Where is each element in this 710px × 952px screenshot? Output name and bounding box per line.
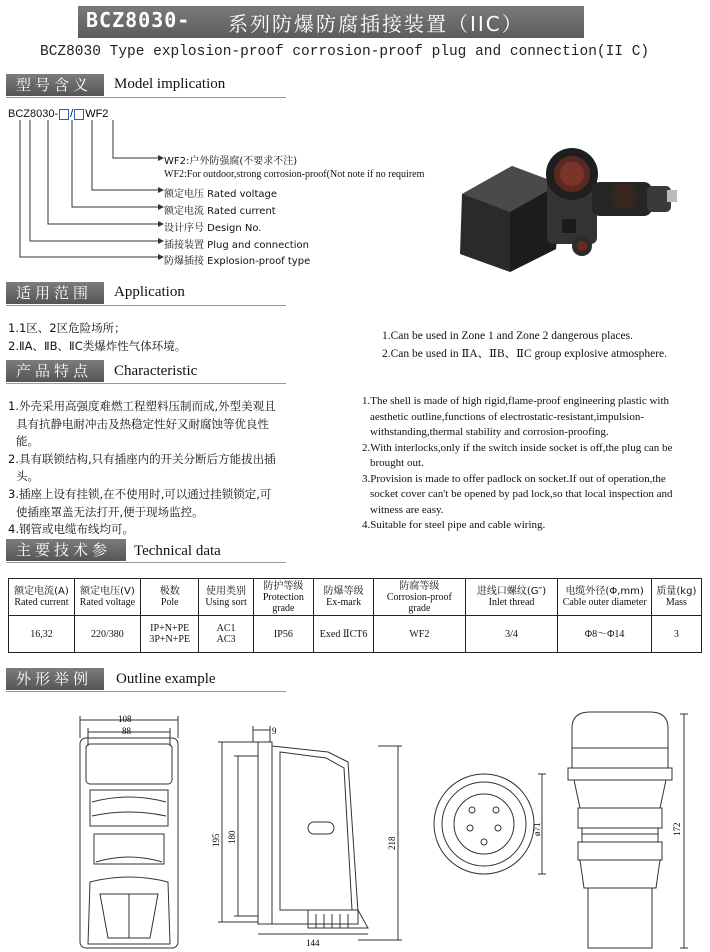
characteristic-en-line: 1.The shell is made of high rigid,flame-proof engineering plastic with	[362, 395, 670, 407]
characteristic-en-line: withstanding,thermal stability and corrosion-proofing.	[370, 426, 609, 438]
section-characteristic-cn: 产品特点	[6, 360, 104, 382]
characteristic-en-line: socket cover can't be opened by pad lock,so that local inspection and	[370, 488, 673, 500]
cell-voltage: 220/380	[74, 616, 140, 653]
characteristic-en-text	[362, 394, 707, 534]
application-en-text	[382, 327, 667, 363]
characteristic-cn-line: 3.插座上设有挂锁,在不使用时,可以通过挂锁锁定,可	[8, 486, 272, 501]
section-application-en: Application	[114, 284, 185, 300]
dimension-9: 9	[272, 726, 277, 736]
section-model-cn: 型号含义	[6, 74, 104, 96]
product-photo	[452, 124, 692, 274]
model-item-current: 额定电流 Rated current	[164, 206, 276, 217]
characteristic-en-line: aesthetic outline,functions of electrostatic-resistant,impulsion-	[370, 410, 645, 423]
section-divider	[6, 97, 286, 98]
model-code-separator: /	[70, 108, 74, 120]
cell-exmark: Exed ⅡCT6	[314, 616, 374, 653]
application-en-line: 2.Can be used in ⅡA、ⅡB、ⅡC group explosive atmosphere.	[382, 348, 668, 360]
dimension-71: ø71	[532, 822, 542, 836]
characteristic-en-line: 3.Provision is made to offer padlock on socket.If out of operation,the	[362, 472, 666, 485]
application-cn-text	[8, 319, 186, 355]
section-technical-cn: 主要技术参数	[6, 539, 126, 561]
cell-mass: 3	[651, 616, 701, 653]
characteristic-cn-line: 2.具有联锁结构,只有插座内的开关分断后方能拔出插	[8, 451, 276, 466]
plug-view-drawing	[560, 708, 700, 952]
dimension-144: 144	[306, 938, 320, 948]
socket-face-drawing	[420, 768, 560, 878]
section-model-en: Model implication	[114, 76, 226, 92]
section-characteristic-en: Characteristic	[114, 363, 198, 379]
title-english: BCZ8030 Type explosion-proof corrosion-proof plug and connection(II C)	[40, 44, 650, 60]
cell-cable: Φ8～Φ14	[558, 616, 651, 653]
table-row	[9, 616, 702, 653]
characteristic-cn-text	[8, 398, 358, 539]
model-item-design-no: 设计序号 Design No.	[164, 223, 262, 234]
section-divider	[6, 691, 286, 692]
section-outline-cn: 外形举例	[6, 668, 104, 690]
application-en-line: 1.Can be used in Zone 1 and Zone 2 dangerous places.	[382, 330, 634, 342]
cell-corrosion: WF2	[374, 616, 466, 653]
characteristic-cn-line: 1.外壳采用高强度难燃工程塑料压制而成,外型美观且	[8, 399, 276, 413]
header-rated-voltage: 额定电压(V) Rated voltage	[74, 579, 140, 616]
dimension-195: 195	[211, 833, 221, 847]
header-protection-grade: 防护等级 Protection grade	[253, 579, 314, 616]
characteristic-en-line: brought out.	[370, 457, 424, 469]
dimension-172: 172	[672, 822, 682, 836]
model-item-voltage: 额定电压 Rated voltage	[164, 189, 277, 200]
application-cn-line: 1.1区、2区危险场所；	[8, 321, 126, 335]
characteristic-cn-line: 头。	[16, 469, 39, 484]
characteristic-en-line: 2.With interlocks,only if the switch inside socket is off,the plug can be	[362, 441, 673, 454]
header-pole: 极数 Pole	[140, 579, 199, 616]
model-item-wf2-en: WF2:For outdoor,strong corrosion-proof(Not note if no requirem	[164, 169, 425, 180]
characteristic-cn-line: 使插座罩盖无法打开,便于现场监控。	[16, 504, 204, 519]
characteristic-en-line: witness are easy.	[370, 503, 444, 516]
model-item-plug: 插接装置 Plug and connection	[164, 240, 309, 251]
side-view-drawing	[208, 722, 418, 952]
title-chinese: 系列防爆防腐插接装置（IIC）	[228, 12, 524, 36]
front-view-drawing	[70, 712, 190, 952]
characteristic-en-line: 4.Suitable for steel pipe and cable wiring.	[362, 519, 546, 531]
cell-pole: IP+N+PE 3P+N+PE	[140, 616, 199, 653]
section-outline-en: Outline example	[116, 671, 216, 687]
application-cn-line: 2.ⅡA、ⅡB、ⅡC类爆炸性气体环境。	[8, 339, 187, 353]
cell-using-sort: AC1 AC3	[199, 616, 253, 653]
dimension-218: 218	[387, 836, 397, 850]
model-item-wf2-cn: WF2:户外防强腐(不要求不注)	[164, 156, 298, 167]
section-application-cn: 适用范围	[6, 282, 104, 304]
header-corrosion-grade: 防腐等级 Corrosion-proof grade	[374, 579, 466, 616]
header-cable-diameter: 电缆外径(Φ,mm) Cable outer diameter	[558, 579, 651, 616]
header-inlet-thread: 进线口螺纹(G″) Inlet thread	[465, 579, 558, 616]
header-using-sort: 使用类别 Using sort	[199, 579, 253, 616]
cell-inlet: 3/4	[465, 616, 558, 653]
dimension-88: 88	[122, 726, 131, 736]
dimension-108: 108	[118, 714, 132, 724]
characteristic-cn-line: 具有抗静电耐冲击及热稳定性好又耐腐蚀等优良性	[16, 416, 269, 431]
model-code-suffix: WF2	[85, 108, 109, 120]
header-ex-mark: 防爆等级 Ex-mark	[314, 579, 374, 616]
section-divider	[6, 562, 286, 563]
section-divider	[6, 305, 286, 306]
section-technical-en: Technical data	[134, 543, 221, 559]
model-bracket-lines	[0, 118, 170, 268]
header-mass: 质量(kg) Mass	[651, 579, 701, 616]
characteristic-cn-line: 4.钢管或电缆布线均可。	[8, 522, 134, 537]
dimension-180: 180	[227, 830, 237, 844]
technical-data-table	[8, 578, 702, 653]
cell-current: 16,32	[9, 616, 75, 653]
model-item-explosion: 防爆插接 Explosion-proof type	[164, 256, 311, 267]
table-header-row	[9, 579, 702, 616]
title-model-prefix: BCZ8030-	[86, 8, 191, 32]
section-divider	[6, 383, 286, 384]
header-rated-current: 额定电流(A) Rated current	[9, 579, 75, 616]
characteristic-cn-line: 能。	[16, 434, 39, 449]
model-code-prefix: BCZ8030-	[8, 108, 59, 120]
cell-protection: IP56	[253, 616, 314, 653]
